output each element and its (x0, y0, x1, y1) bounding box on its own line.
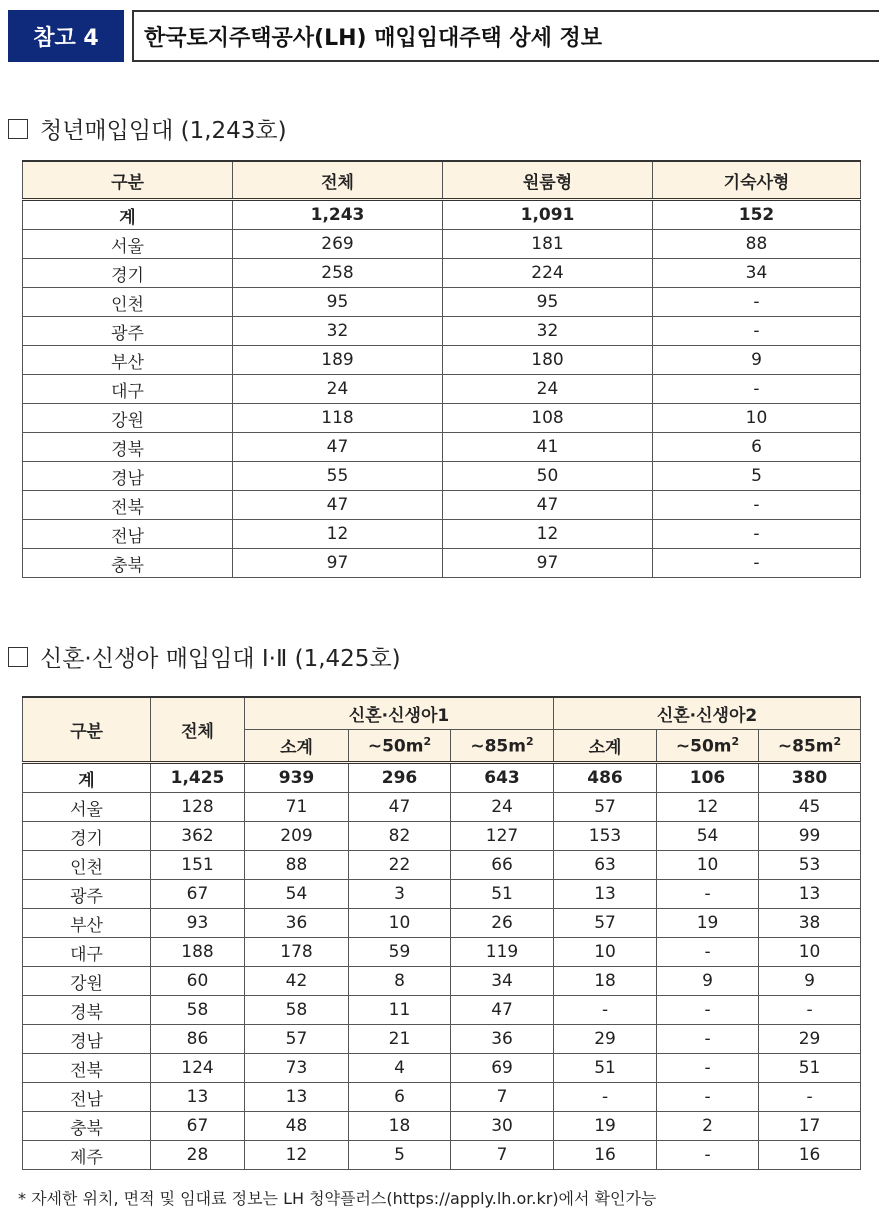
table-cell: 108 (443, 404, 653, 433)
table-cell: 51 (554, 1054, 657, 1083)
table-cell: 106 (657, 763, 759, 793)
table-cell: 13 (554, 880, 657, 909)
table-row (23, 822, 861, 851)
table-cell: 12 (245, 1141, 349, 1170)
row-label-cell: 부산 (23, 909, 151, 938)
table-row (23, 375, 861, 404)
table-cell: 47 (233, 491, 443, 520)
table-cell: 180 (443, 346, 653, 375)
table-cell: 58 (245, 996, 349, 1025)
table-row (23, 346, 861, 375)
row-label-cell: 광주 (23, 317, 233, 346)
column-header-85m2: $\sim 85m^2$ (451, 730, 554, 763)
table-cell: 181 (443, 230, 653, 259)
table-cell: 57 (554, 793, 657, 822)
table-cell: 34 (451, 967, 554, 996)
table-cell: 60 (151, 967, 245, 996)
table-cell: 153 (554, 822, 657, 851)
table-cell: - (554, 1083, 657, 1112)
table-cell: 47 (349, 793, 451, 822)
table-cell: 9 (657, 967, 759, 996)
table-cell: 51 (451, 880, 554, 909)
table-cell: - (653, 491, 861, 520)
row-label-cell: 광주 (23, 880, 151, 909)
table-cell: 26 (451, 909, 554, 938)
row-label-cell: 경남 (23, 462, 233, 491)
table-cell: - (653, 317, 861, 346)
table-cell: 5 (653, 462, 861, 491)
table-cell: 9 (759, 967, 861, 996)
table-cell: 57 (245, 1025, 349, 1054)
table-cell: 18 (349, 1112, 451, 1141)
table-cell: - (759, 1083, 861, 1112)
table-row (23, 996, 861, 1025)
column-header: 구분 (23, 161, 233, 200)
table-cell: 151 (151, 851, 245, 880)
column-header-50m2: $\sim 50m^2$ (657, 730, 759, 763)
section-heading-youth-text: 청년매입임대 (1,243호) (40, 118, 287, 144)
column-header-subtotal: 소계 (554, 730, 657, 763)
table-cell: 12 (443, 520, 653, 549)
table-cell: - (657, 1054, 759, 1083)
table-row (23, 1112, 861, 1141)
table-cell: 67 (151, 1112, 245, 1141)
table-cell: - (657, 880, 759, 909)
table-cell: 36 (245, 909, 349, 938)
table-cell: 58 (151, 996, 245, 1025)
table-cell: 97 (443, 549, 653, 578)
table-cell: 7 (451, 1141, 554, 1170)
row-label-cell: 부산 (23, 346, 233, 375)
table-row (23, 288, 861, 317)
table-cell: 88 (245, 851, 349, 880)
table-cell: 127 (451, 822, 554, 851)
table-cell: 178 (245, 938, 349, 967)
table-cell: - (653, 375, 861, 404)
table-cell: 17 (759, 1112, 861, 1141)
table-cell: 57 (554, 909, 657, 938)
table-cell: 86 (151, 1025, 245, 1054)
table-cell: 16 (554, 1141, 657, 1170)
column-header-category: 구분 (23, 697, 151, 763)
table-cell: 189 (233, 346, 443, 375)
table-cell: 29 (554, 1025, 657, 1054)
table-row (23, 909, 861, 938)
table-cell: 32 (233, 317, 443, 346)
table-cell: 28 (151, 1141, 245, 1170)
column-header: 기숙사형 (653, 161, 861, 200)
table-row (23, 491, 861, 520)
table-cell: 6 (653, 433, 861, 462)
table-cell: 71 (245, 793, 349, 822)
table-cell: 486 (554, 763, 657, 793)
table-header-row (23, 161, 861, 200)
table-row (23, 549, 861, 578)
row-label-cell: 계 (23, 200, 233, 230)
table-cell: 13 (245, 1083, 349, 1112)
table-cell: 24 (451, 793, 554, 822)
table-cell: 118 (233, 404, 443, 433)
table-cell: 152 (653, 200, 861, 230)
table-row (23, 433, 861, 462)
newlywed-rental-table (22, 696, 861, 1170)
table-cell: 643 (451, 763, 554, 793)
table-cell: 82 (349, 822, 451, 851)
row-label-cell: 계 (23, 763, 151, 793)
table-cell: 21 (349, 1025, 451, 1054)
table-cell: 63 (554, 851, 657, 880)
table-cell: 51 (759, 1054, 861, 1083)
table-cell: 97 (233, 549, 443, 578)
table-cell: 19 (554, 1112, 657, 1141)
table-cell: 10 (349, 909, 451, 938)
table-cell: - (657, 1025, 759, 1054)
table-cell: 95 (443, 288, 653, 317)
table-row (23, 1141, 861, 1170)
table-cell: 209 (245, 822, 349, 851)
table-row (23, 1083, 861, 1112)
table-cell: 47 (443, 491, 653, 520)
table-cell: - (653, 288, 861, 317)
row-label-cell: 전남 (23, 520, 233, 549)
table-cell: 99 (759, 822, 861, 851)
table-cell: 93 (151, 909, 245, 938)
table-cell: - (657, 996, 759, 1025)
table-row (23, 462, 861, 491)
table-cell: 45 (759, 793, 861, 822)
table-cell: 269 (233, 230, 443, 259)
table-cell: - (657, 1141, 759, 1170)
column-header-85m2: $\sim 85m^2$ (759, 730, 861, 763)
table-row (23, 404, 861, 433)
table-cell: - (657, 938, 759, 967)
reference-tag: 참고 4 (8, 10, 124, 62)
table-cell: 7 (451, 1083, 554, 1112)
table-cell: 10 (759, 938, 861, 967)
table-cell: 128 (151, 793, 245, 822)
row-label-cell: 충북 (23, 549, 233, 578)
table-cell: 38 (759, 909, 861, 938)
table-row (23, 1054, 861, 1083)
table-cell: 42 (245, 967, 349, 996)
table-cell: 73 (245, 1054, 349, 1083)
row-label-cell: 전북 (23, 491, 233, 520)
row-label-cell: 경기 (23, 822, 151, 851)
table-cell: 2 (657, 1112, 759, 1141)
table-cell: 22 (349, 851, 451, 880)
section-heading-newlywed-text: 신혼·신생아 매입임대 Ⅰ·Ⅱ (1,425호) (40, 646, 401, 672)
table-cell: 1,425 (151, 763, 245, 793)
table-cell: 67 (151, 880, 245, 909)
table-row-total (23, 763, 861, 793)
table-cell: 88 (653, 230, 861, 259)
row-label-cell: 경북 (23, 433, 233, 462)
table-row (23, 230, 861, 259)
page-title: 한국토지주택공사(LH) 매입임대주택 상세 정보 (132, 10, 879, 62)
table-cell: - (653, 520, 861, 549)
column-header-subtotal: 소계 (245, 730, 349, 763)
table-cell: 53 (759, 851, 861, 880)
table-cell: 47 (233, 433, 443, 462)
table-cell: 50 (443, 462, 653, 491)
checkbox-square-icon (8, 647, 28, 667)
table-cell: 13 (151, 1083, 245, 1112)
table-row (23, 793, 861, 822)
row-label-cell: 충북 (23, 1112, 151, 1141)
page-header (8, 10, 872, 62)
table-row (23, 1025, 861, 1054)
checkbox-square-icon (8, 119, 28, 139)
table-row (23, 938, 861, 967)
row-label-cell: 경기 (23, 259, 233, 288)
table-cell: 10 (653, 404, 861, 433)
table-cell: 13 (759, 880, 861, 909)
section-heading-youth (8, 112, 287, 145)
table-cell: 10 (554, 938, 657, 967)
row-label-cell: 서울 (23, 230, 233, 259)
table-cell: 380 (759, 763, 861, 793)
column-header-total: 전체 (151, 697, 245, 763)
table-row (23, 317, 861, 346)
table-cell: 1,091 (443, 200, 653, 230)
table-cell: 362 (151, 822, 245, 851)
table-cell: 95 (233, 288, 443, 317)
section-heading-newlywed (8, 640, 401, 673)
table-cell: 32 (443, 317, 653, 346)
table-cell: 258 (233, 259, 443, 288)
table-cell: 4 (349, 1054, 451, 1083)
table-cell: 18 (554, 967, 657, 996)
row-label-cell: 제주 (23, 1141, 151, 1170)
table-cell: 16 (759, 1141, 861, 1170)
row-label-cell: 인천 (23, 851, 151, 880)
table-row-total (23, 200, 861, 230)
row-label-cell: 인천 (23, 288, 233, 317)
row-label-cell: 대구 (23, 375, 233, 404)
table-row (23, 259, 861, 288)
table-cell: 48 (245, 1112, 349, 1141)
table-cell: 19 (657, 909, 759, 938)
footnote: * 자세한 위치, 면적 및 임대료 정보는 LH 청약플러스(https://apply.lh.or.kr)에서 확인가능 (18, 1189, 657, 1208)
row-label-cell: 강원 (23, 967, 151, 996)
table-header-row (23, 697, 861, 730)
row-label-cell: 강원 (23, 404, 233, 433)
table-cell: 69 (451, 1054, 554, 1083)
table-row (23, 880, 861, 909)
table-cell: 34 (653, 259, 861, 288)
table-cell: 939 (245, 763, 349, 793)
row-label-cell: 전남 (23, 1083, 151, 1112)
column-group-newlywed-2: 신혼·신생아2 (554, 697, 861, 730)
table-cell: 11 (349, 996, 451, 1025)
table-cell: 24 (443, 375, 653, 404)
table-cell: 66 (451, 851, 554, 880)
table-cell: 29 (759, 1025, 861, 1054)
table-cell: 5 (349, 1141, 451, 1170)
table-cell: 1,243 (233, 200, 443, 230)
table-cell: 12 (233, 520, 443, 549)
table-cell: 47 (451, 996, 554, 1025)
row-label-cell: 대구 (23, 938, 151, 967)
row-label-cell: 전북 (23, 1054, 151, 1083)
table-cell: 9 (653, 346, 861, 375)
table-cell: 59 (349, 938, 451, 967)
table-cell: 12 (657, 793, 759, 822)
table-cell: 8 (349, 967, 451, 996)
table-row (23, 851, 861, 880)
row-label-cell: 경남 (23, 1025, 151, 1054)
column-header: 원룸형 (443, 161, 653, 200)
table-cell: 6 (349, 1083, 451, 1112)
table-cell: - (759, 996, 861, 1025)
row-label-cell: 서울 (23, 793, 151, 822)
table-row (23, 520, 861, 549)
table-cell: 124 (151, 1054, 245, 1083)
table-cell: - (653, 549, 861, 578)
table-row (23, 967, 861, 996)
table-cell: - (657, 1083, 759, 1112)
table-cell: 10 (657, 851, 759, 880)
youth-rental-table (22, 160, 861, 578)
table-cell: 55 (233, 462, 443, 491)
table-cell: 224 (443, 259, 653, 288)
table-cell: 36 (451, 1025, 554, 1054)
table-cell: 119 (451, 938, 554, 967)
table-cell: 3 (349, 880, 451, 909)
table-cell: 188 (151, 938, 245, 967)
table-cell: 296 (349, 763, 451, 793)
table-cell: 54 (245, 880, 349, 909)
table-cell: 24 (233, 375, 443, 404)
column-group-newlywed-1: 신혼·신생아1 (245, 697, 554, 730)
table-cell: 54 (657, 822, 759, 851)
table-cell: - (554, 996, 657, 1025)
table-cell: 30 (451, 1112, 554, 1141)
column-header: 전체 (233, 161, 443, 200)
table-cell: 41 (443, 433, 653, 462)
column-header-50m2: $\sim 50m^2$ (349, 730, 451, 763)
row-label-cell: 경북 (23, 996, 151, 1025)
